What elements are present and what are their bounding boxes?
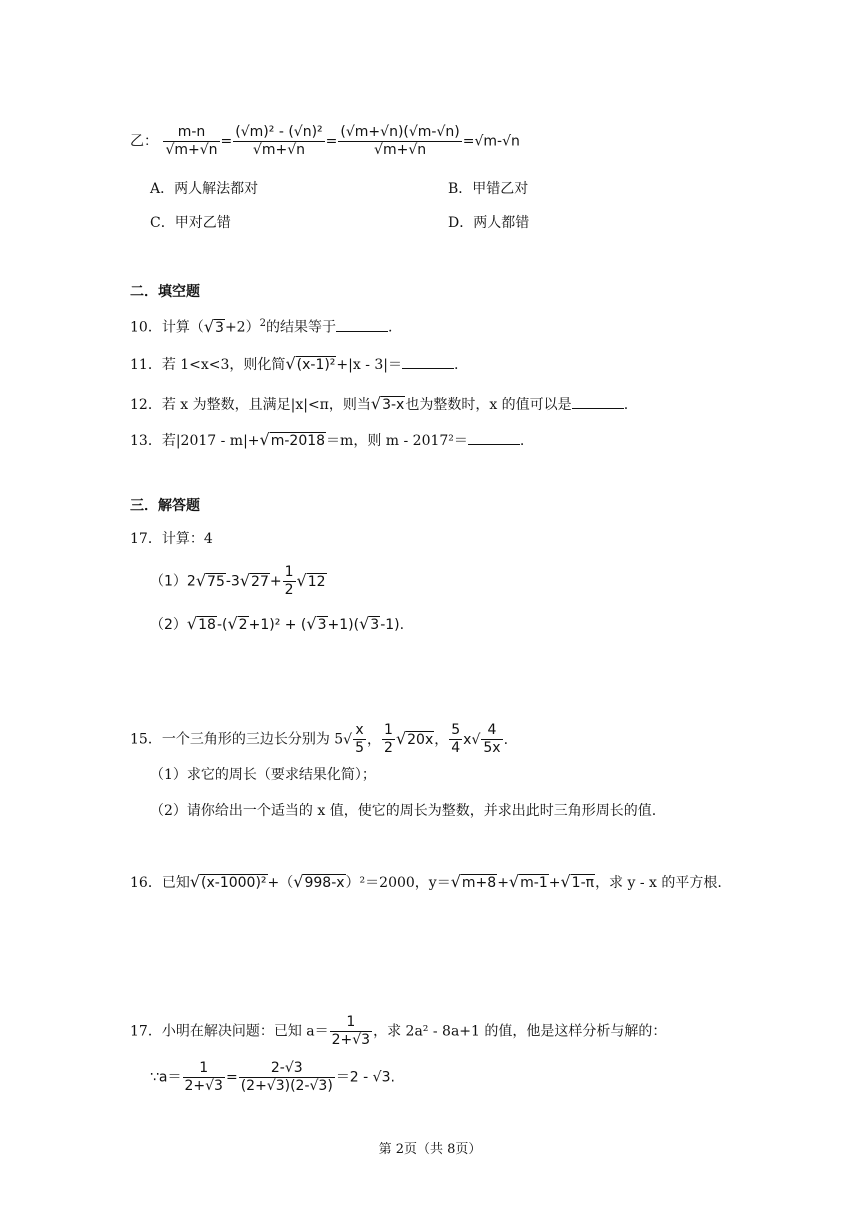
- q17b-line2: ∵a＝ $\frac{1}{2+√3}$ = $\frac{2-√3}{(2+√3)(2-√3)}$ ＝2 - √3.: [150, 1060, 395, 1094]
- q10: 10．计算$(√3+2)^2$的结果等于 .: [130, 316, 393, 336]
- page-footer: 第 2页（共 8页）: [378, 1142, 482, 1157]
- q9-option-c: C．甲对乙错: [150, 215, 231, 231]
- q9-yi-fraction-1: $\frac{m-n}{√m+√n}$: [165, 124, 218, 158]
- q12: 12．若 x 为整数，且满足|x|<π，则当√3-x也为整数时，x 的值可以是 .: [130, 394, 629, 413]
- q15: 15．一个三角形的三边长分别为 5√ $\frac{x}{5}$ ， $\frac{1}{2}$ √20x， $\frac{5}{4}$ x√ $\frac{4}{5x}$ .: [130, 722, 509, 756]
- sqrt-expression: √3-x: [370, 394, 405, 413]
- q15-sub2: （2）请你给出一个适当的 x 值，使它的周长为整数，并求出此时三角形周长的值.: [150, 803, 657, 819]
- q17a-part1: （1）2√75-3√27+ $\frac{1}{2}$ √12: [150, 564, 326, 598]
- q9-yi-fraction-2: $\frac{\text{(√m)² - (√n)²}}{√m+√n}$: [235, 124, 323, 158]
- q11: 11．若 1<x<3，则化简√(x-1)²+|x - 3|＝ .: [130, 354, 459, 373]
- q17a-part2: （2）√18-(√2+1)² + (√3+1)(√3-1).: [150, 614, 405, 633]
- q9-option-b: B．甲错乙对: [448, 181, 529, 197]
- q9-option-d: D．两人都错: [448, 215, 530, 231]
- answer-blank[interactable]: [336, 317, 388, 332]
- q15-sub1: （1）求它的周长（要求结果化简）；: [150, 767, 376, 783]
- q17a-title: 17．计算：4: [130, 531, 213, 547]
- q9-option-a: A．两人解法都对: [150, 181, 259, 197]
- q16: 16．已知√(x-1000)²+（√998-x）²＝2000，y＝√m+8+√m-1+√1-π，求 y - x 的平方根.: [130, 872, 722, 891]
- q9-yi-prefix: 乙：: [130, 133, 158, 150]
- answer-blank[interactable]: [572, 394, 624, 409]
- answer-blank[interactable]: [468, 430, 520, 445]
- q17b: 17．小明在解决问题：已知 a＝ $\frac{1}{2+√3}$ ，求 2a² - 8a+1 的值，他是这样分析与解的：: [130, 1014, 667, 1048]
- q13: 13．若|2017 - m|+√m-2018＝m，则 m - 2017²＝ .: [130, 430, 525, 449]
- sqrt-expression: √(x-1)²: [285, 354, 336, 373]
- answer-blank[interactable]: [402, 354, 454, 369]
- q9-yi-fraction-3: $\frac{(√m+√n)(√m-√n)}{√m+√n}$: [340, 124, 460, 158]
- q9-yi-result: =√m-√n: [462, 133, 520, 150]
- sqrt-expression: √m-2018: [259, 430, 326, 449]
- q9-yi-line: 乙： $\frac{m-n}{√m+√n}$ = $\frac{\text{(√m)² - (√n)²}}{√m+√n}$ = $\frac{(√m+√n)(√m-√n)}{√m+√n}$ =√m-√n: [130, 124, 520, 158]
- sqrt-3: √3: [203, 316, 224, 336]
- section-fill-in-title: 二．填空题: [130, 284, 200, 300]
- section-solve-title: 三．解答题: [130, 498, 200, 514]
